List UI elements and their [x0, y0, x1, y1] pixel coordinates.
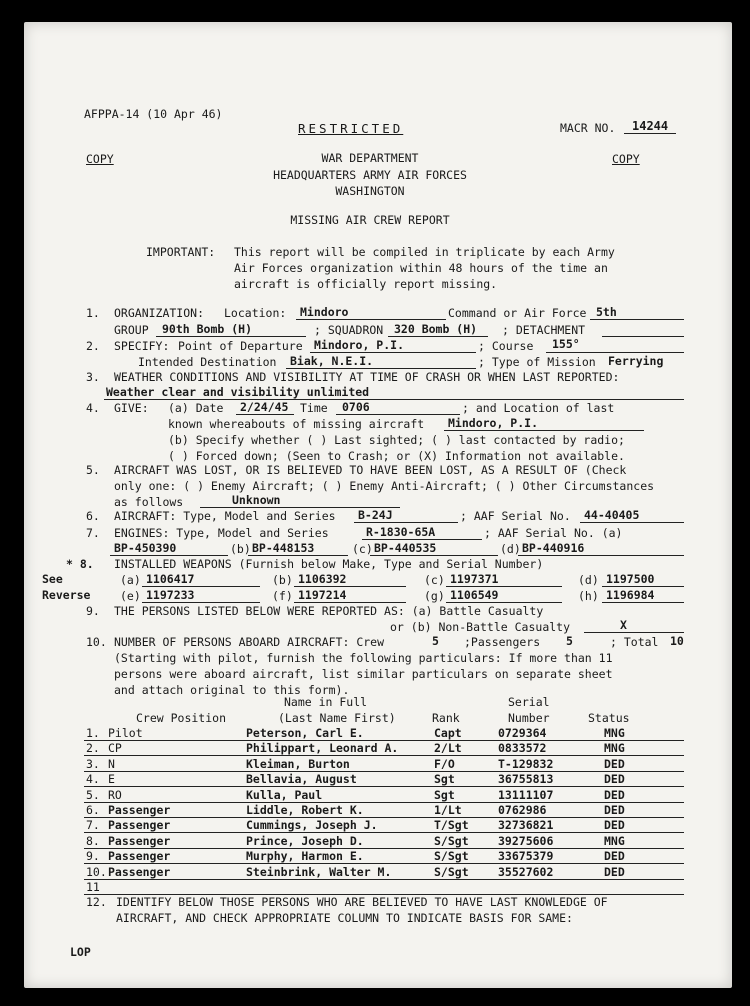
time-label: Time	[300, 401, 328, 415]
date-value: 2/24/45	[240, 400, 289, 414]
engine-b-value: BP-448153	[252, 541, 315, 555]
see-note: See	[42, 572, 63, 586]
crew-position: N	[108, 756, 115, 771]
aircraft-type-value: B-24J	[358, 508, 393, 522]
row-number: 7.	[86, 818, 100, 833]
crew-position: RO	[108, 787, 122, 802]
crew-status: MNG	[604, 726, 625, 740]
important-label: IMPORTANT:	[146, 245, 216, 259]
crew-serial: 0833572	[498, 741, 547, 756]
table-row-rule	[84, 771, 684, 772]
destination-value: Biak, N.E.I.	[290, 354, 374, 368]
engine-b-underline	[248, 555, 348, 556]
row-number: 9.	[86, 849, 100, 864]
crew-status: DED	[604, 818, 625, 833]
table-row-rule	[84, 802, 684, 803]
total-count: 10	[670, 634, 684, 648]
departure-underline	[310, 352, 476, 353]
section-6-number: 6.	[86, 509, 100, 523]
weapon-h-underline	[602, 602, 684, 603]
detachment-underline	[602, 336, 684, 337]
row-number: 1.	[86, 726, 100, 740]
crew-serial: 0729364	[498, 726, 547, 740]
footer-mark: LOP	[70, 945, 91, 959]
section-4-number: 4.	[86, 401, 100, 415]
engine-serial-label: ; AAF Serial No. (a)	[484, 526, 623, 540]
document-page	[24, 22, 732, 988]
identify-line-1: IDENTIFY BELOW THOSE PERSONS WHO ARE BELIEVED TO HAVE LAST KNOWLEDGE OF	[116, 895, 608, 909]
engine-b-label: (b)	[230, 542, 251, 556]
header-name-line-2: (Last Name First)	[278, 711, 396, 725]
course-underline	[546, 352, 684, 353]
form-id: AFPPA-14 (10 Apr 46)	[84, 107, 223, 121]
loss-cause-line-2: only one: ( ) Enemy Aircraft; ( ) Enemy Anti-Aircraft; ( ) Other Circumstances	[114, 479, 655, 493]
copy-left: COPY	[86, 152, 114, 166]
weapon-e-label: (e)	[120, 589, 141, 603]
crew-status: DED	[604, 864, 625, 879]
dept-line-1: WAR DEPARTMENT	[321, 151, 419, 165]
casualty-line-1: THE PERSONS LISTED BELOW WERE REPORTED AS: (a) Battle Casualty	[114, 604, 544, 618]
engine-type-value: R-1830-65A	[366, 525, 436, 539]
crew-name: Philippart, Leonard A.	[246, 741, 399, 756]
crew-name: Liddle, Robert K.	[246, 803, 364, 817]
table-row-rule	[84, 848, 684, 849]
engine-type-label: ENGINES: Type, Model and Series	[114, 526, 329, 540]
location-value: Mindoro	[300, 305, 349, 319]
header-status: Status	[588, 711, 630, 725]
command-underline	[590, 319, 684, 320]
row-number: 10.	[86, 864, 107, 879]
aircraft-serial-label: ; AAF Serial No.	[460, 509, 571, 523]
header-crew-position: Crew Position	[136, 711, 227, 725]
engine-d-label: (d)	[500, 542, 521, 556]
engine-a-underline	[110, 555, 228, 556]
crew-name: Prince, Joseph D.	[246, 833, 364, 848]
section-9-number: 9.	[86, 604, 100, 618]
mission-value: Ferrying	[608, 354, 664, 368]
command-value: 5th	[596, 305, 617, 319]
organization-label: ORGANIZATION:	[114, 306, 205, 320]
passenger-count: 5	[566, 634, 573, 648]
crew-position: Passenger	[108, 864, 171, 879]
crew-name: Kulla, Paul	[246, 787, 323, 802]
detachment-label: ; DETACHMENT	[502, 323, 586, 337]
row-number: 5.	[86, 787, 100, 802]
crew-rank: T/Sgt	[434, 818, 469, 833]
known-whereabouts-label: known whereabouts of missing aircraft	[168, 417, 425, 431]
casualty-underline	[584, 632, 684, 633]
crew-serial: 35527602	[498, 864, 554, 879]
crew-status: MNG	[604, 833, 625, 848]
crew-status: DED	[604, 787, 625, 802]
non-battle-mark: X	[620, 618, 627, 632]
header-serial-line-2: Number	[508, 711, 550, 725]
row-number: 6.	[86, 803, 100, 817]
time-underline	[336, 414, 460, 415]
instructions-line-3: persons were aboard aircraft, list similar particulars on separate sheet	[114, 667, 613, 681]
weapon-d-label: (d)	[578, 573, 599, 587]
header-serial-line-1: Serial	[508, 695, 550, 709]
aircraft-serial-value: 44-40405	[584, 508, 640, 522]
course-label: ; Course	[478, 339, 534, 353]
header-name-line-1: Name in Full	[284, 695, 368, 709]
crew-serial: 39275606	[498, 833, 554, 848]
forced-down-line: ( ) Forced down; (Seen to Crash; or (X) Information not available.	[168, 449, 625, 463]
dept-line-2: HEADQUARTERS ARMY AIR FORCES	[273, 168, 467, 182]
section-5-number: 5.	[86, 463, 100, 477]
macr-label: MACR NO.	[560, 121, 616, 135]
departure-label: Point of Departure	[178, 339, 303, 353]
section-3-number: 3.	[86, 370, 100, 384]
weather-value: Weather clear and visibility unlimited	[106, 385, 370, 399]
weapon-f-value: 1197214	[298, 588, 347, 602]
specify-label: SPECIFY:	[114, 339, 170, 353]
weapon-g-underline	[446, 602, 562, 603]
weapon-e-value: 1197233	[146, 588, 195, 602]
crew-status: DED	[604, 803, 625, 817]
date-underline	[236, 414, 294, 415]
crew-name: Murphy, Harmon E.	[246, 849, 364, 864]
reverse-note: Reverse	[42, 588, 91, 602]
crew-rank: Sgt	[434, 787, 455, 802]
crew-serial: 36755813	[498, 772, 554, 787]
crew-position: Passenger	[108, 818, 171, 833]
crew-rank: F/O	[434, 756, 455, 771]
loss-cause-line-1: AIRCRAFT WAS LOST, OR IS BELIEVED TO HAVE BEEN LOST, AS A RESULT OF (Check	[114, 463, 627, 477]
specify-whether-line: (b) Specify whether ( ) Last sighted; ( ) last contacted by radio;	[168, 433, 625, 447]
crew-rank: S/Sgt	[434, 864, 469, 879]
location-last-label: ; and Location of last	[462, 401, 615, 415]
loss-cause-value: Unknown	[232, 493, 281, 507]
crew-name: Steinbrink, Walter M.	[246, 864, 392, 879]
instructions-line-4: and attach original to this form).	[114, 683, 350, 697]
crew-name: Peterson, Carl E.	[246, 726, 364, 740]
row-number: 4.	[86, 772, 100, 787]
crew-serial: 32736821	[498, 818, 554, 833]
location-label: Location:	[224, 306, 287, 320]
important-line-2: Air Forces organization within 48 hours of the time an	[234, 261, 608, 275]
time-value: 0706	[342, 400, 370, 414]
copy-right: COPY	[612, 152, 640, 166]
crew-rank: 1/Lt	[434, 803, 462, 817]
instructions-line-2: (Starting with pilot, furnish the following particulars: If more than 11	[114, 651, 613, 665]
weapon-c-label: (c)	[424, 573, 445, 587]
row-number: 2.	[86, 741, 100, 756]
section-2-number: 2.	[86, 339, 100, 353]
section-7-number: 7.	[86, 526, 100, 540]
passengers-label: ;Passengers	[464, 635, 541, 649]
squadron-underline	[388, 336, 488, 337]
crew-count: 5	[432, 634, 439, 648]
weapon-g-label: (g)	[424, 589, 445, 603]
weapon-g-value: 1106549	[450, 588, 499, 602]
crew-name: Bellavia, August	[246, 772, 357, 787]
important-line-3: aircraft is officially report missing.	[234, 277, 498, 291]
group-value: 90th Bomb (H)	[162, 322, 253, 336]
weapon-e-underline	[142, 602, 260, 603]
persons-aboard-label: NUMBER OF PERSONS ABOARD AIRCRAFT: Crew	[114, 635, 385, 649]
course-value: 155°	[552, 337, 580, 351]
weapon-b-label: (b)	[272, 573, 293, 587]
mission-label: ; Type of Mission	[478, 355, 596, 369]
crew-rank: Capt	[434, 726, 462, 740]
table-row-rule	[84, 817, 684, 818]
section-1-number: 1.	[86, 306, 100, 320]
weapons-label: INSTALLED WEAPONS (Furnish below Make, Type and Serial Number)	[114, 557, 544, 571]
weapon-a-label: (a)	[120, 573, 141, 587]
command-label: Command or Air Force	[448, 306, 587, 320]
crew-status: MNG	[604, 741, 625, 756]
weapon-h-label: (h)	[578, 589, 599, 603]
crew-position: Passenger	[108, 833, 171, 848]
crew-position: Pilot	[108, 726, 143, 740]
crew-status: DED	[604, 849, 625, 864]
restricted-label: RESTRICTED	[298, 121, 404, 136]
crew-rank: S/Sgt	[434, 849, 469, 864]
crew-serial: 0762986	[498, 803, 547, 817]
weapon-d-value: 1197500	[606, 572, 655, 586]
give-label: GIVE:	[114, 401, 149, 415]
row-number: 8.	[86, 833, 100, 848]
table-row-rule	[84, 786, 684, 787]
weapon-d-underline	[602, 586, 684, 587]
weapon-h-value: 1196984	[606, 588, 655, 602]
group-label: GROUP	[114, 323, 149, 337]
engine-c-label: (c)	[352, 542, 373, 556]
squadron-label: ; SQUADRON	[314, 323, 384, 337]
weapon-b-value: 1106392	[298, 572, 347, 586]
crew-position: Passenger	[108, 849, 171, 864]
table-row-rule	[84, 879, 684, 880]
engine-d-value: BP-440916	[522, 541, 585, 555]
crew-serial: T-129832	[498, 756, 554, 771]
casualty-line-2: or (b) Non-Battle Casualty	[390, 620, 571, 634]
row-number: 11	[86, 880, 100, 894]
crew-position: Passenger	[108, 803, 171, 817]
weapon-a-underline	[142, 586, 260, 587]
aircraft-serial-underline	[580, 522, 684, 523]
weather-label: WEATHER CONDITIONS AND VISIBILITY AT TIME OF CRASH OR WHEN LAST REPORTED:	[114, 370, 620, 384]
weapon-b-underline	[294, 586, 406, 587]
crew-rank: 2/Lt	[434, 741, 462, 756]
macr-underline	[624, 133, 676, 134]
important-line-1: This report will be compiled in triplicate by each Army	[234, 245, 615, 259]
crew-status: DED	[604, 756, 625, 771]
crew-serial: 33675379	[498, 849, 554, 864]
aircraft-type-label: AIRCRAFT: Type, Model and Series	[114, 509, 336, 523]
crew-status: DED	[604, 772, 625, 787]
engine-c-underline	[370, 555, 498, 556]
date-label: (a) Date	[168, 401, 224, 415]
engine-type-underline	[362, 539, 482, 540]
crew-rank: S/Sgt	[434, 833, 469, 848]
group-underline	[156, 336, 306, 337]
location-underline	[296, 319, 446, 320]
macr-number: 14244	[632, 119, 669, 133]
crew-name: Cummings, Joseph J.	[246, 818, 378, 833]
aircraft-type-underline	[354, 522, 458, 523]
report-title: MISSING AIR CREW REPORT	[290, 213, 450, 227]
weapon-a-value: 1106417	[146, 572, 195, 586]
crew-rank: Sgt	[434, 772, 455, 787]
weapon-c-underline	[446, 586, 562, 587]
squadron-value: 320 Bomb (H)	[394, 322, 478, 336]
table-row-rule	[84, 755, 684, 756]
destination-label: Intended Destination	[138, 355, 277, 369]
engine-d-underline	[518, 555, 684, 556]
crew-serial: 13111107	[498, 787, 554, 802]
departure-value: Mindoro, P.I.	[314, 338, 405, 352]
row-number: 3.	[86, 756, 100, 771]
weapon-f-underline	[294, 602, 406, 603]
total-label: ; Total	[610, 635, 659, 649]
engine-a-value: BP-450390	[114, 541, 177, 555]
crew-name: Kleiman, Burton	[246, 756, 350, 771]
weapon-f-label: (f)	[272, 589, 293, 603]
table-row-rule	[84, 832, 684, 833]
known-underline	[444, 430, 644, 431]
loss-cause-line-3: as follows	[114, 495, 184, 509]
dept-line-3: WASHINGTON	[335, 184, 405, 198]
section-10-number: 10.	[86, 635, 107, 649]
section-12-number: 12.	[86, 895, 107, 909]
destination-underline	[286, 368, 476, 369]
identify-line-2: AIRCRAFT, AND CHECK APPROPRIATE COLUMN TO INDICATE BASIS FOR SAME:	[116, 911, 573, 925]
weather-underline	[104, 399, 684, 400]
crew-position: E	[108, 772, 115, 787]
crew-position: CP	[108, 741, 122, 756]
engine-c-value: BP-440535	[374, 541, 437, 555]
section-8-number: * 8.	[66, 557, 94, 571]
weapon-c-value: 1197371	[450, 572, 499, 586]
header-rank: Rank	[432, 711, 460, 725]
known-whereabouts-value: Mindoro, P.I.	[448, 416, 539, 430]
